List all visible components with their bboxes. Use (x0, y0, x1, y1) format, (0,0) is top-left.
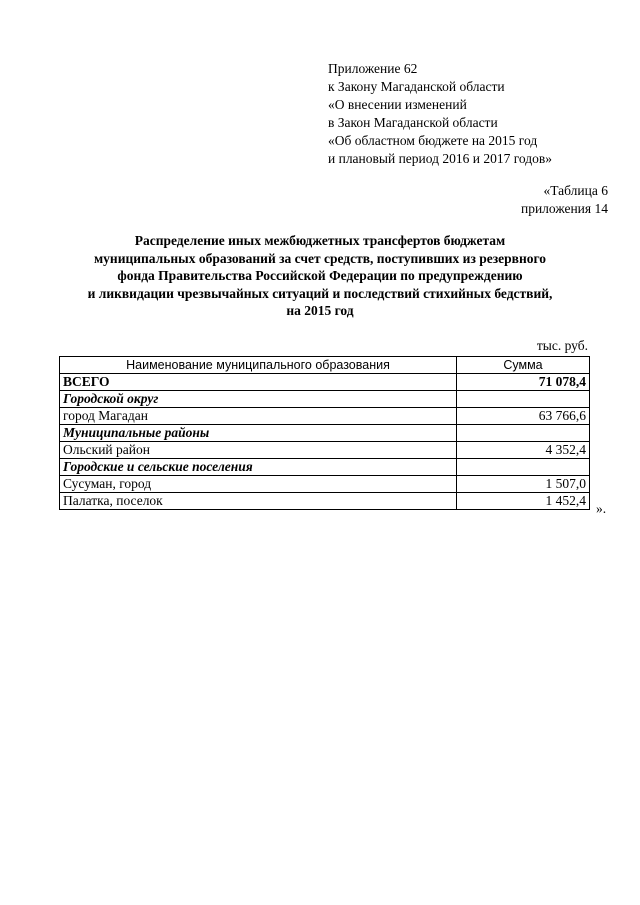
title-line: фонда Правительства Российской Федерации по предупреждению (117, 268, 523, 283)
closing-quote-mark: ». (596, 501, 607, 516)
row-name: Городской округ (60, 391, 457, 408)
title-line: и ликвидации чрезвычайных ситуаций и последствий стихийных бедствий, (87, 285, 553, 301)
appendix-line: к Закону Магаданской области (328, 79, 505, 94)
appendix-header (328, 60, 552, 168)
table-header-row (60, 357, 590, 374)
appendix-line: «Об областном бюджете на 2015 год (328, 133, 538, 148)
row-name: Палатка, поселок (60, 493, 457, 510)
table-row (60, 493, 590, 510)
row-sum (457, 425, 590, 442)
row-name: город Магадан (60, 408, 457, 425)
row-sum: 1 452,4 (457, 493, 590, 510)
row-sum (457, 391, 590, 408)
table-row-section (60, 391, 590, 408)
title-line: муниципальных образований за счет средств, поступивших из резервного (93, 250, 547, 266)
row-sum: 1 507,0 (457, 476, 590, 493)
table-reference-line: приложения 14 (520, 201, 608, 216)
table-row (60, 476, 590, 493)
row-name: Городские и сельские поселения (60, 459, 457, 476)
row-sum: 63 766,6 (457, 408, 590, 425)
row-name: Муниципальные районы (60, 425, 457, 442)
appendix-line: «О внесении изменений (328, 97, 467, 112)
table-reference (521, 182, 608, 218)
table-row-total (60, 374, 590, 391)
title-line: на 2015 год (286, 303, 354, 318)
table-row (60, 442, 590, 459)
appendix-line: и плановый период 2016 и 2017 годов» (328, 151, 553, 166)
header-sum: Сумма (457, 357, 590, 374)
row-sum (457, 459, 590, 476)
row-sum: 4 352,4 (457, 442, 590, 459)
table-row (60, 408, 590, 425)
table-reference-line: «Таблица 6 (543, 183, 608, 198)
header-name: Наименование муниципального образования (60, 357, 457, 374)
row-name: ВСЕГО (60, 374, 457, 391)
title-line: Распределение иных межбюджетных трансфертов бюджетам (134, 233, 506, 248)
appendix-line: Приложение 62 (328, 61, 418, 76)
transfers-table (59, 356, 590, 510)
table-row-section (60, 459, 590, 476)
appendix-line: в Закон Магаданской области (328, 115, 498, 130)
row-name: Ольский район (60, 442, 457, 459)
row-name: Сусуман, город (60, 476, 457, 493)
table-row-section (60, 425, 590, 442)
units-label: тыс. руб. (536, 338, 588, 353)
row-sum: 71 078,4 (457, 374, 590, 391)
document-title (40, 232, 600, 320)
